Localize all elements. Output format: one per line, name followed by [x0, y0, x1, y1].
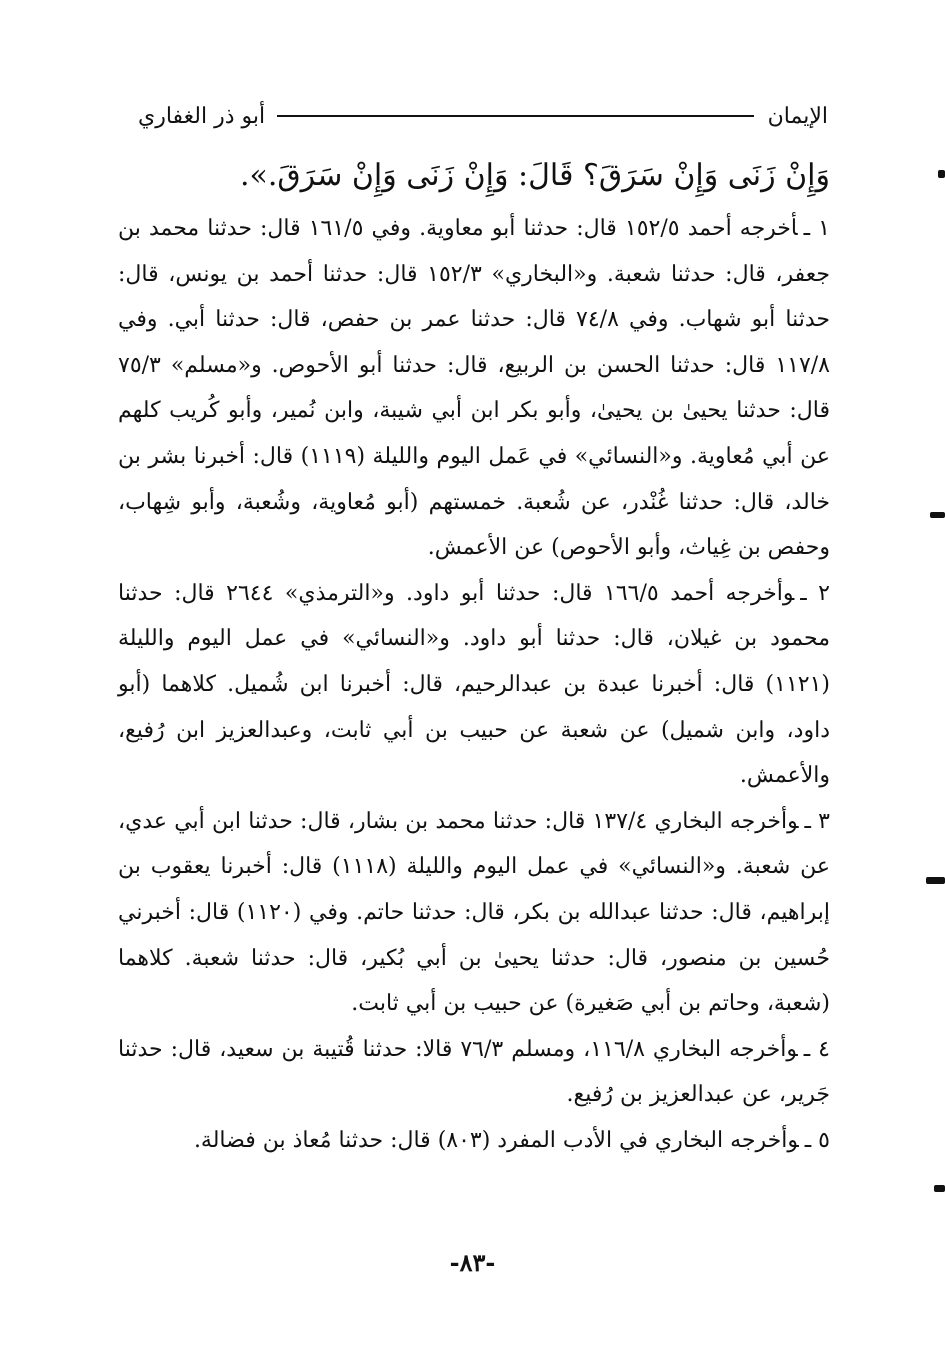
- chapter-title: الإيمان: [767, 103, 828, 129]
- header-rule: [277, 115, 754, 117]
- scan-edge-mark: [930, 512, 945, 518]
- page-number: -٨٣-: [449, 1248, 496, 1277]
- hadith-text: وَإِنْ زَنَى وَإِنْ سَرَقَ؟ قَالَ: وَإِنْ زَنَى وَإِنْ سَرَقَ.».: [239, 158, 830, 193]
- footnote-1: [118, 206, 830, 571]
- page-body: [118, 146, 830, 1163]
- footnote-number: ٣ ـ: [804, 808, 830, 834]
- footnote-text: وأخرجه البخاري ١١٦/٨، ومسلم ٧٦/٣ قالا: حدثنا قُتيبة بن سعيد، قال: حدثنا جَرير، عن عبدالعزيز بن رُفيع.: [118, 1036, 830, 1108]
- scan-edge-mark: [934, 1185, 945, 1192]
- footnote-number: ١ ـ: [803, 216, 830, 241]
- footnote-number: ٤ ـ: [803, 1036, 830, 1062]
- footnote-text: أخرجه أحمد ١٥٢/٥ قال: حدثنا أبو معاوية. وفي ١٦١/٥ قال: حدثنا محمد بن جعفر، قال: حدثنا شعبة. و«البخاري» ١٥٢/٣ قال: حدثنا أحمد بن يونس، قال: حدثنا أبو شهاب. وفي ٧٤/٨ قال: حدثنا عمر بن حفص، قال: حدثنا أبي. وفي ١١٧/٨ قال: حدثنا الحسن بن الربيع، قال: حدثنا أبو الأحوص. و«مسلم» ٧٥/٣ قال: حدثنا يحيىٰ بن يحيىٰ، وأبو بكر ابن أبي شيبة، وابن نُمير، وأبو كُريب كلهم عن أبي مُعاوية. و«النسائي» في عَمل اليوم والليلة (١١١٩) قال: أخبرنا بشر بن خالد، قال: حدثنا غُنْدر، عن شُعبة. خمستهم (أبو مُعاوية، وشُعبة، وأبو شِهاب، وحفص بن غِياث، وأبو الأحوص) عن الأعمش.: [118, 216, 831, 561]
- running-header: [138, 98, 828, 134]
- footnote-text: وأخرجه أحمد ١٦٦/٥ قال: حدثنا أبو داود. و«الترمذي» ٢٦٤٤ قال: حدثنا محمود بن غيلان، قال: حدثنا أبو داود. و«النسائي» في عمل اليوم والليلة (١١٢١) قال: أخبرنا عبدة بن عبدالرحيم، قال: أخبرنا ابن شُميل. كلاهما (أبو داود، وابن شميل) عن شعبة عن حبيب بن أبي ثابت، وعبدالعزيز ابن رُفيع، والأعمش.: [118, 580, 830, 789]
- footnote-2: [118, 571, 830, 799]
- footnote-4: [118, 1027, 830, 1118]
- scan-edge-mark: [926, 877, 945, 884]
- footnote-3: [118, 799, 830, 1027]
- footnote-5: [118, 1118, 830, 1164]
- section-title: أبو ذر الغفاري: [138, 103, 266, 129]
- scan-edge-mark: [938, 170, 945, 178]
- footnote-number: ٢ ـ: [800, 580, 830, 606]
- footnote-text: وأخرجه البخاري ١٣٧/٤ قال: حدثنا محمد بن بشار، قال: حدثنا ابن أبي عدي، عن شعبة. و«النسائي» في عمل اليوم والليلة (١١١٨) قال: أخبرنا يعقوب بن إبراهيم، قال: حدثنا عبدالله بن بكر، قال: حدثنا حاتم. وفي (١١٢٠) قال: أخبرني حُسين بن منصور، قال: حدثنا يحيىٰ بن أبي بُكير، قال: حدثنا شعبة. كلاهما (شعبة، وحاتم بن أبي صَغيرة) عن حبيب بن أبي ثابت.: [118, 808, 830, 1017]
- footnote-text: وأخرجه البخاري في الأدب المفرد (٨٠٣) قال: حدثنا مُعاذ بن فضالة.: [193, 1127, 799, 1153]
- footnote-number: ٥ ـ: [804, 1127, 830, 1153]
